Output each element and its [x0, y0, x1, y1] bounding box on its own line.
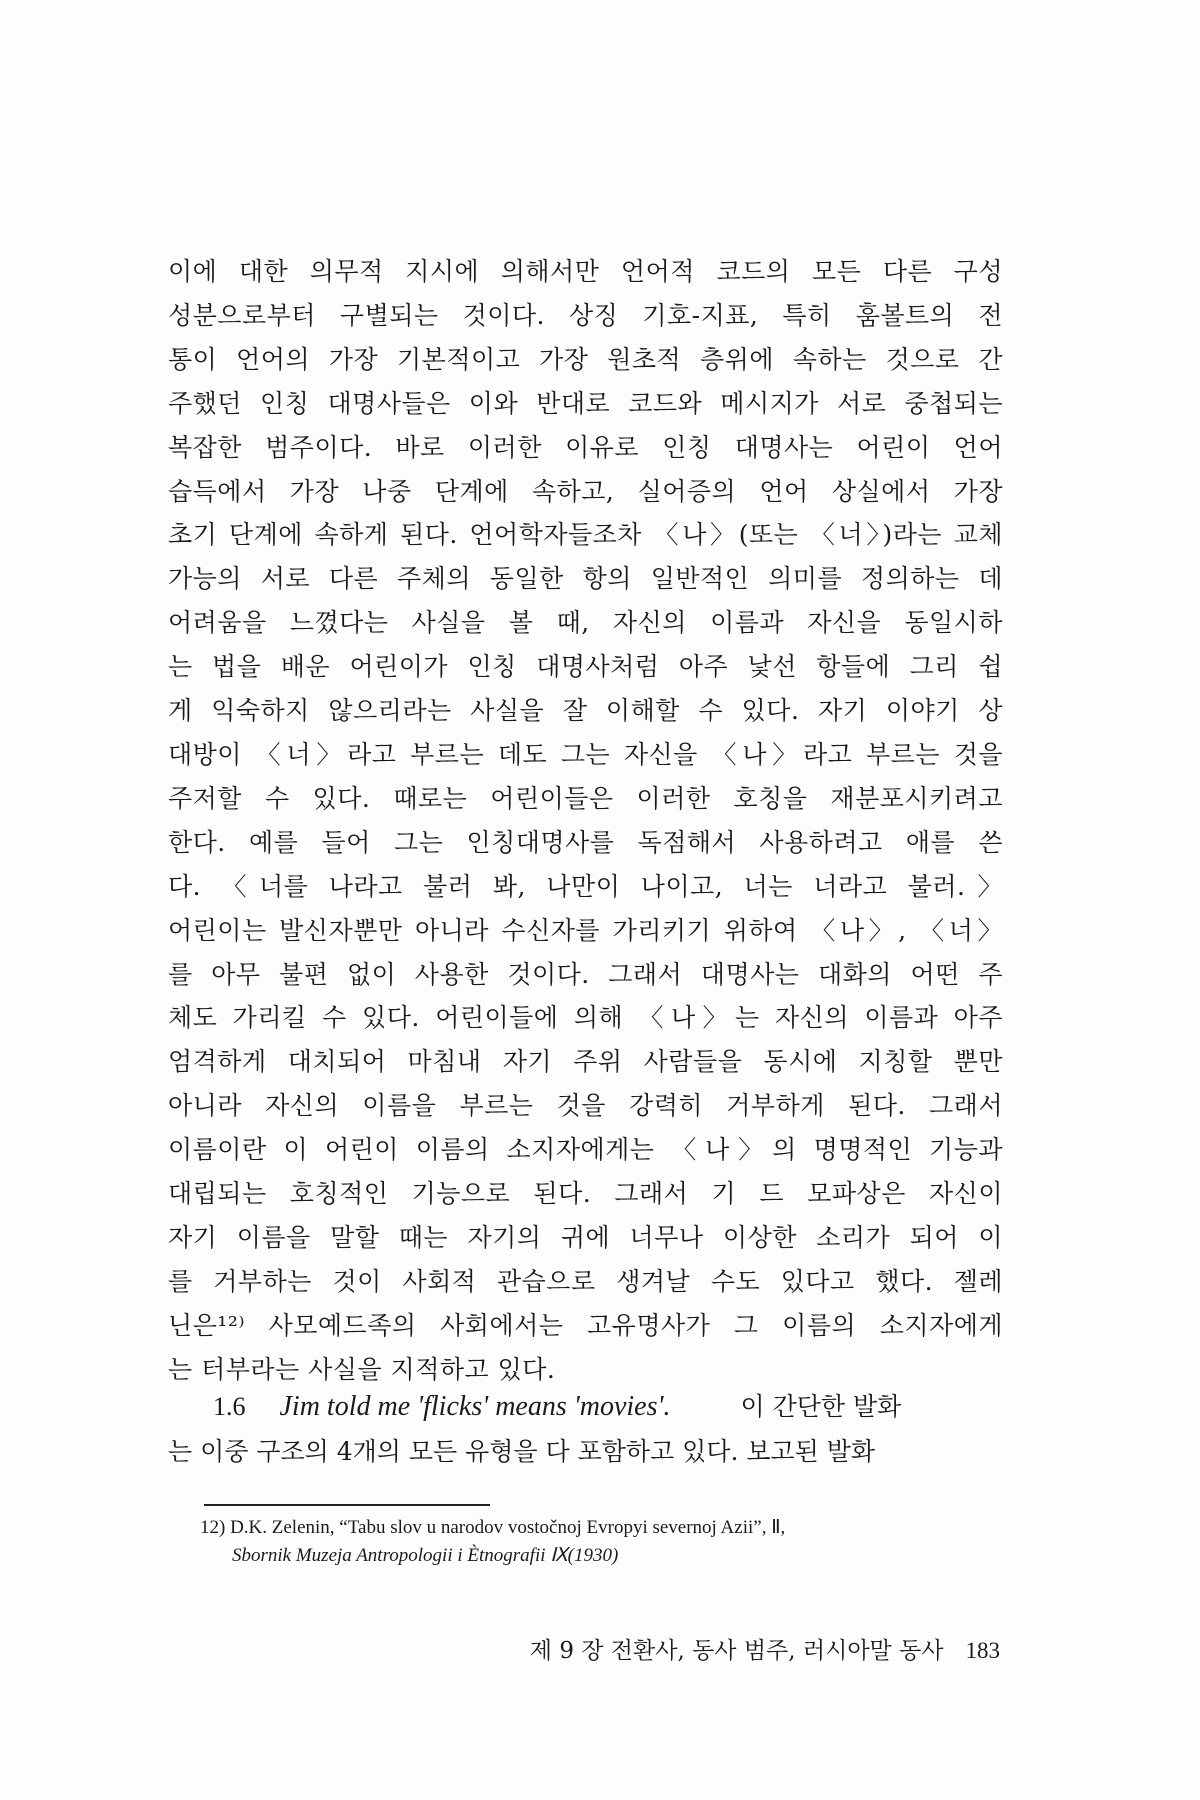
body-line: 를 거부하는 것이 사회적 관습으로 생겨날 수도 있다고 했다. 젤레: [168, 1266, 1003, 1296]
example-utterance: Jim told me 'flicks' means 'movies'.: [279, 1391, 671, 1422]
body-line: 닌은¹²⁾ 사모예드족의 사회에서는 고유명사가 그 이름의 소지자에게: [168, 1310, 1003, 1340]
body-line: 는 터부라는 사실을 지적하고 있다.: [168, 1354, 556, 1384]
body-line: 엄격하게 대치되어 마침내 자기 주위 사람들을 동시에 지칭할 뿐만: [168, 1047, 1003, 1077]
body-line: 성분으로부터 구별되는 것이다. 상징 기호-지표, 특히 훔볼트의 전: [168, 300, 1003, 330]
body-paragraph: [168, 250, 1003, 1392]
chapter-title: 제 9 장 전환사, 동사 범주, 러시아말 동사: [529, 1638, 944, 1664]
body-line: 게 익숙하지 않으리라는 사실을 잘 이해할 수 있다. 자기 이야기 상: [168, 696, 1003, 726]
body-line: 한다. 예를 들어 그는 인칭대명사를 독점해서 사용하려고 애를 쓴: [168, 827, 1003, 857]
body-line: 를 아무 불편 없이 사용한 것이다. 그래서 대명사는 대화의 어떤 주: [168, 959, 1003, 989]
body-line: 주했던 인칭 대명사들은 이와 반대로 코드와 메시지가 서로 중첩되는: [168, 388, 1003, 418]
body-line: 어려움을 느꼈다는 사실을 볼 때, 자신의 이름과 자신을 동일시하: [168, 608, 1003, 638]
body-line: 아니라 자신의 이름을 부르는 것을 강력히 거부하게 된다. 그래서: [168, 1091, 1003, 1121]
section-heading-line: [168, 1384, 1003, 1429]
body-line: 어린이는 발신자뿐만 아니라 수신자를 가리키기 위하여 〈나〉, 〈너〉: [168, 915, 1003, 945]
body-line: 대립되는 호칭적인 기능으로 된다. 그래서 기 드 모파상은 자신이: [168, 1179, 1003, 1209]
running-footer: [530, 1632, 1000, 1665]
page-number: 183: [965, 1638, 1000, 1663]
body-line: 통이 언어의 가장 기본적이고 가장 원초적 층위에 속하는 것으로 간: [168, 344, 1003, 374]
body-line: 체도 가리킬 수 있다. 어린이들에 의해 〈나〉는 자신의 이름과 아주: [168, 1003, 1003, 1033]
footnote-rule: [204, 1504, 490, 1506]
footnote-line2: Sbornik Muzeja Antropologii i Ètnografii Ⅸ(1930): [232, 1545, 619, 1566]
body-line: 자기 이름을 말할 때는 자기의 귀에 너무나 이상한 소리가 되어 이: [168, 1222, 1003, 1252]
section-number: 1.6: [213, 1392, 246, 1421]
footnote: [200, 1514, 1000, 1570]
body-line: 이름이란 이 어린이 이름의 소지자에게는 〈나〉의 명명적인 기능과: [168, 1135, 1003, 1165]
section-text-line1: 이 간단한 발화: [740, 1392, 902, 1421]
body-line: 대방이 〈너〉라고 부르는 데도 그는 자신을 〈나〉라고 부르는 것을: [168, 739, 1003, 769]
body-line: 이에 대한 의무적 지시에 의해서만 언어적 코드의 모든 다른 구성: [168, 257, 1003, 286]
body-line: 다. 〈너를 나라고 불러 봐, 나만이 나이고, 너는 너라고 불러.〉: [168, 871, 1003, 901]
body-line: 복잡한 범주이다. 바로 이러한 이유로 인칭 대명사는 어린이 언어: [168, 432, 1003, 462]
footnote-line1: 12) D.K. Zelenin, “Tabu slov u narodov vostočnoj Evropyi severnoj Azii”, Ⅱ,: [200, 1517, 786, 1538]
body-line: 주저할 수 있다. 때로는 어린이들은 이러한 호칭을 재분포시키려고: [168, 783, 1003, 813]
body-line: 가능의 서로 다른 주체의 동일한 항의 일반적인 의미를 정의하는 데: [168, 564, 1003, 594]
body-line: 습득에서 가장 나중 단계에 속하고, 실어증의 언어 상실에서 가장: [168, 476, 1003, 506]
body-line: 는 법을 배운 어린이가 인칭 대명사처럼 아주 낯선 항들에 그리 쉽: [168, 652, 1003, 682]
section-text-line2: 는 이중 구조의 4개의 모든 유형을 다 포함하고 있다. 보고된 발화: [168, 1437, 876, 1466]
body-line: 초기 단계에 속하게 된다. 언어학자들조차 〈나〉(또는 〈너〉)라는 교체: [168, 520, 1003, 550]
section-1-6: [168, 1384, 1003, 1474]
